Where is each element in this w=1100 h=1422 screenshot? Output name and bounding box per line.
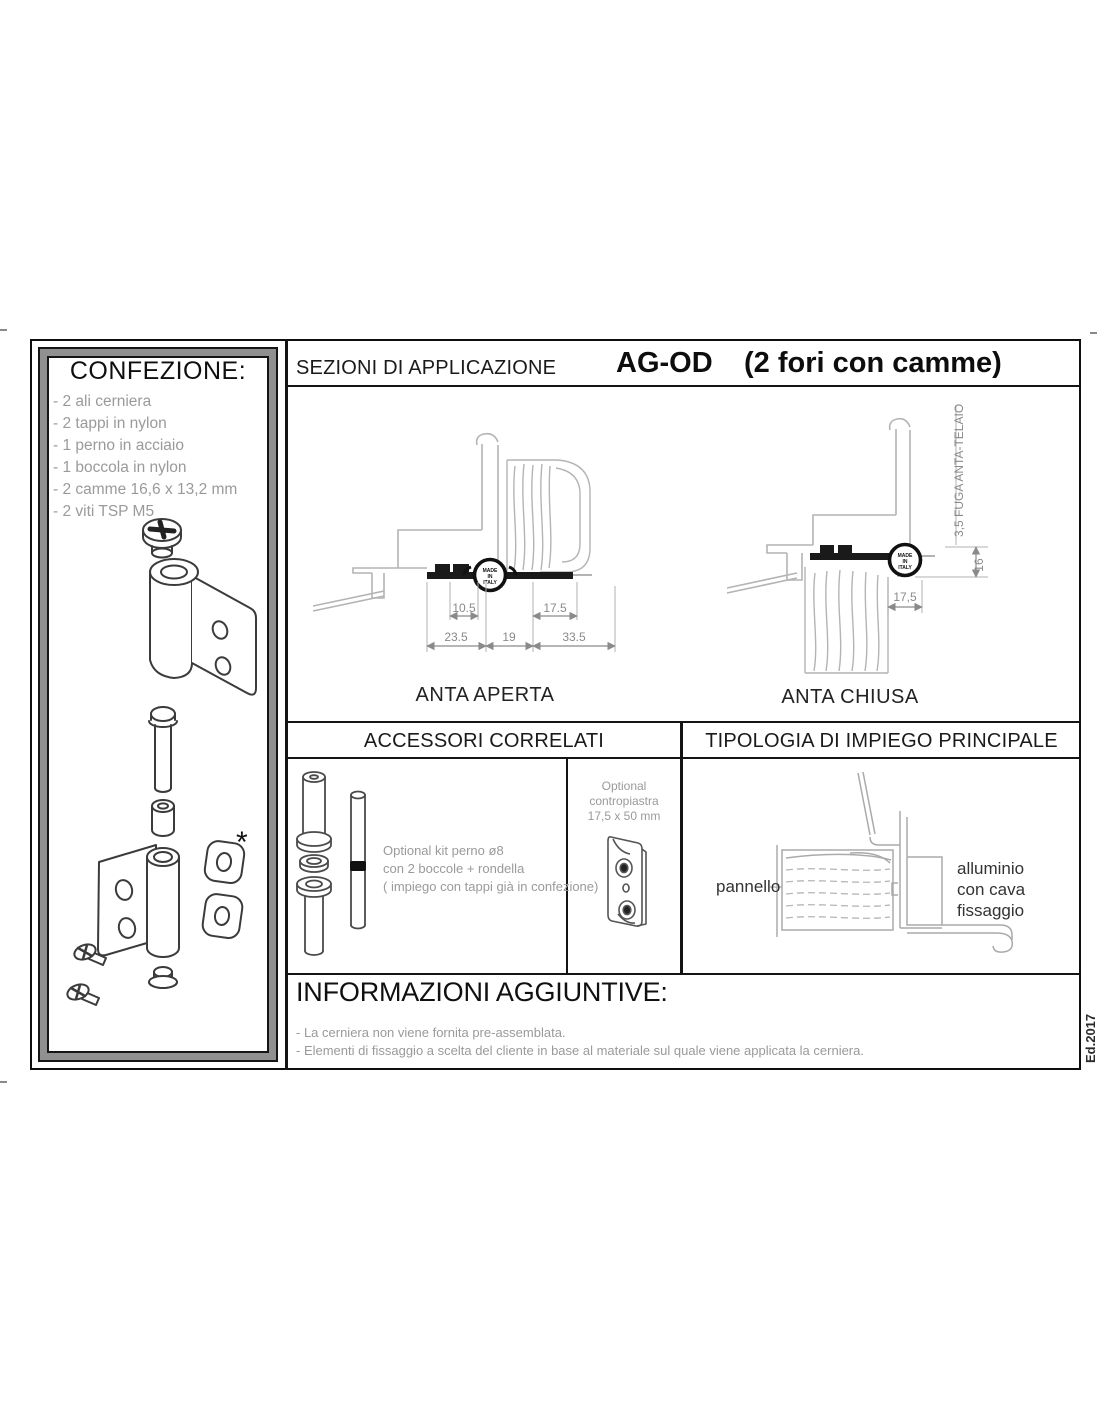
pin-kit-note-line: Optional kit perno ø8 <box>383 843 504 858</box>
hinge-wing-upper <box>150 559 256 695</box>
confezione-title: CONFEZIONE: <box>69 357 247 385</box>
anta-aperta-caption: ANTA APERTA <box>415 684 555 706</box>
anta-chiusa-diagram <box>720 395 1020 705</box>
dim-16-group <box>915 547 988 577</box>
confezione-item: - 2 tappi in nylon <box>53 415 167 432</box>
cam-asterisk: * <box>236 826 248 859</box>
crop-mark <box>0 329 7 331</box>
dim-10-5: 10.5 <box>452 601 476 615</box>
panel-wood <box>777 845 893 937</box>
nylon-cap-bottom <box>149 967 177 988</box>
confezione-item: - 1 boccola in nylon <box>53 459 187 476</box>
frame-profile <box>727 419 910 593</box>
alluminio-label-line: alluminio <box>957 859 1025 878</box>
svg-text:ITALY: ITALY <box>483 580 497 586</box>
kit-pin-small <box>350 792 366 929</box>
nylon-cap-top <box>143 519 181 558</box>
divider-under-header <box>286 385 1081 387</box>
crop-mark <box>1090 332 1097 334</box>
confezione-item: - 2 ali cerniera <box>53 393 152 410</box>
kit-pin-large <box>297 772 331 955</box>
counter-plate-note <box>567 779 681 824</box>
dim-16: 16 <box>972 558 986 572</box>
divider-sections-top <box>286 721 1081 723</box>
pin-kit-note <box>383 842 598 896</box>
frame-profile <box>313 434 498 611</box>
counter-plate-note-line: Optional contropiastra <box>589 779 659 808</box>
dim-17-5: 17,5 <box>893 590 917 604</box>
pin-kit-note-line: ( impiego con tappi già in confezione) <box>383 879 599 894</box>
pannello-label: pannello <box>716 877 781 896</box>
alluminio-label <box>957 858 1025 921</box>
alluminio-label-line: con cava <box>957 880 1026 899</box>
divider-info-top <box>286 973 1081 975</box>
info-note: - Elementi di fissaggio a scelta del cliente in base al materiale sul quale viene applicata la cerniera. <box>296 1043 864 1058</box>
dim-23-5: 23.5 <box>444 630 468 644</box>
counter-plate-note-line: 17,5 x 50 mm <box>587 809 661 823</box>
door-leaf-wood <box>805 563 898 673</box>
made-in-italy-badge <box>890 545 921 576</box>
alluminio-label-line: fissaggio <box>957 901 1025 920</box>
svg-text:3,5 FUGA ANTA-TELAIO: 3,5 FUGA ANTA-TELAIO <box>952 403 966 537</box>
nylon-bushing <box>152 800 174 836</box>
hinge-wing-lower <box>98 845 179 957</box>
svg-text:MADE: MADE <box>897 553 913 559</box>
sezioni-header: SEZIONI DI APPLICAZIONE <box>296 357 557 379</box>
pin-kit-note-line: con 2 boccole + rondella <box>383 861 525 876</box>
tipologia-header: TIPOLOGIA DI IMPIEGO PRINCIPALE <box>705 730 1058 752</box>
anta-aperta-diagram <box>300 420 630 720</box>
model-code: AG-OD <box>616 347 713 379</box>
divider-left-column <box>285 339 288 1070</box>
svg-text:IN: IN <box>902 559 908 565</box>
accessori-header: ACCESSORI CORRELATI <box>363 730 605 752</box>
divider-accessori-tipologia <box>680 721 683 975</box>
confezione-item: - 2 camme 16,6 x 13,2 mm <box>53 481 238 498</box>
fuga-annotation <box>952 404 966 545</box>
confezione-item: - 1 perno in acciaio <box>53 437 184 454</box>
confezione-item: - 2 viti TSP M5 <box>53 503 155 520</box>
counter-plate-diagram <box>600 830 655 935</box>
info-note: - La cerniera non viene fornita pre-assemblata. <box>296 1025 566 1040</box>
svg-text:IN: IN <box>487 574 493 580</box>
panel-grain <box>786 869 890 919</box>
divider-sections-bottom <box>286 757 1081 759</box>
info-title: INFORMAZIONI AGGIUNTIVE: <box>296 977 668 1007</box>
dim-33-5: 33.5 <box>562 630 586 644</box>
confezione-box <box>38 347 278 1062</box>
edition-stamp: Ed.2017 <box>1083 1013 1098 1063</box>
svg-text:MADE: MADE <box>482 568 498 574</box>
dim-19: 19 <box>502 630 516 644</box>
crop-mark <box>0 1081 7 1083</box>
exploded-hinge-diagram <box>44 500 274 1055</box>
model-note: (2 fori con camme) <box>744 347 1002 379</box>
steel-pin <box>149 707 177 792</box>
svg-text:ITALY: ITALY <box>898 565 912 571</box>
dim-17-5: 17.5 <box>543 601 567 615</box>
dim-17-5-group <box>888 580 922 613</box>
door-leaf-wood <box>507 460 590 572</box>
info-notes <box>296 1024 864 1060</box>
anta-chiusa-caption: ANTA CHIUSA <box>781 686 919 708</box>
